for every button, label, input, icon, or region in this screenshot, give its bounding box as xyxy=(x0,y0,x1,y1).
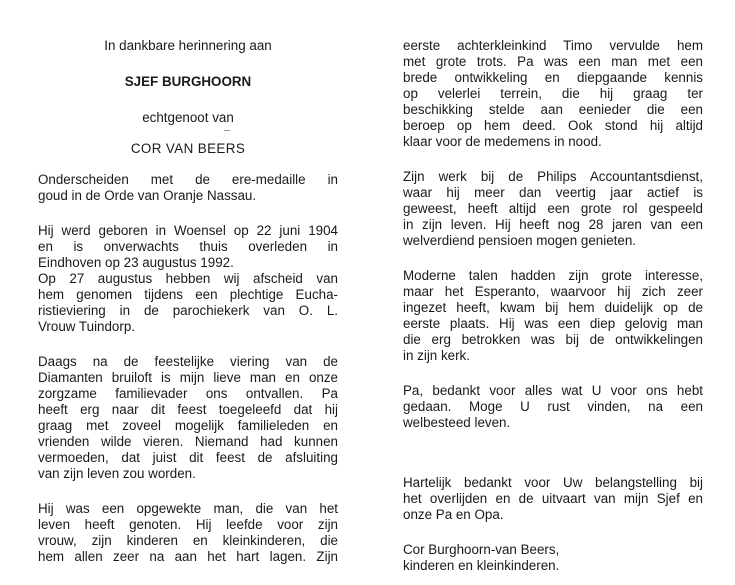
text-line: gedaan. Moge U rust vinden, na een xyxy=(403,399,703,414)
text-line: leven heeft genoten. Hij leefde voor zijn xyxy=(38,517,338,532)
text-line: brede ontwikkeling en diepgaande kennis xyxy=(403,70,703,85)
text-line: en is onverwachts thuis overleden in xyxy=(38,239,338,254)
text-line: eerste plaats. Hij was een diep gelovig man xyxy=(403,316,703,331)
text-line: eerste achterkleinkind Timo vervulde hem xyxy=(403,38,703,53)
text-line: ingezet heeft, kwam bij hem duidelijk op de xyxy=(403,300,703,315)
text-line: Onderscheiden met de ere-medaille in xyxy=(38,172,338,187)
intro-line: In dankbare herinnering aan xyxy=(104,38,272,53)
signature-line: kinderen en kleinkinderen. xyxy=(403,558,560,573)
text-line: waar hij meer dan veertig jaar actief is xyxy=(403,185,703,200)
text-line: zorgzame familievader ons ontvallen. Pa xyxy=(38,386,338,401)
text-line: klaar voor de medemens in nood. xyxy=(403,134,602,149)
text-line: Moderne talen hadden zijn grote interesse, xyxy=(403,268,703,283)
text-line: in zijn kerk. xyxy=(403,348,470,363)
text-line: Hij werd geboren in Woensel op 22 juni 1904 xyxy=(38,223,338,238)
text-line: Diamanten bruiloft is mijn lieve man en onze xyxy=(38,370,338,385)
text-line: Eindhoven op 23 augustus 1992. xyxy=(38,255,234,270)
relation-line: echtgenoot van xyxy=(142,110,234,125)
text-line: Daags na de feestelijke viering van de xyxy=(38,354,338,369)
text-line: het overlijden en de uitvaart van mijn Sjef en xyxy=(403,491,703,506)
text-line: van zijn leven zou worden. xyxy=(38,466,196,481)
text-line: goud in de Orde van Oranje Nassau. xyxy=(38,188,257,203)
text-line: in zijn leven. Hij heeft nog 28 jaren van een xyxy=(403,217,703,232)
text-line: geweest, heeft altijd een grote rol gespeeld xyxy=(403,201,703,216)
text-line: Zijn werk bij de Philips Accountantsdienst, xyxy=(403,169,703,184)
text-line: vermoeden, dat juist dit feest de afsluiting xyxy=(38,450,338,465)
text-line: hem allen zeer na aan het hart lagen. Zijn xyxy=(38,549,338,564)
text-line: graag met zoveel mogelijk familieleden en xyxy=(38,418,338,433)
text-line: vrienden wilde vieren. Niemand had kunnen xyxy=(38,434,338,449)
text-line: heeft erg naar dit feest toegeleefd dat hij xyxy=(38,402,338,417)
text-line: Hartelijk bedankt voor Uw belangstelling bij xyxy=(403,475,703,490)
spouse-name: COR VAN BEERS xyxy=(130,141,246,156)
text-line: ristieviering in de parochiekerk van O. L. xyxy=(38,303,338,318)
text-line: op velerlei terrein, die hij graag ter xyxy=(403,86,703,101)
text-line: hem genomen tijdens een plechtige Eucha- xyxy=(38,287,338,302)
text-line: Hij was een opgewekte man, die van het xyxy=(38,501,338,516)
text-line: Pa, bedankt voor alles wat U voor ons hebt xyxy=(403,383,703,398)
text-line: Vrouw Tuindorp. xyxy=(38,319,136,334)
small-dash-mark xyxy=(224,130,230,131)
text-line: vrouw, zijn kinderen en kleinkinderen, die xyxy=(38,533,338,548)
text-line: beschikking stelde aan eenieder die een xyxy=(403,102,703,117)
text-line: welverdiend pensioen mogen genieten. xyxy=(403,233,637,248)
deceased-name: SJEF BURGHOORN xyxy=(124,74,252,89)
text-line: Op 27 augustus hebben wij afscheid van xyxy=(38,271,338,286)
text-line: beroep op hem deed. Ook stond hij altijd xyxy=(403,118,703,133)
text-line: met grote trots. Pa was een man met een xyxy=(403,54,703,69)
text-line: welbesteed leven. xyxy=(403,415,511,430)
text-line: maar het Esperanto, waarvoor hij zich zeer xyxy=(403,284,703,299)
text-line: onze Pa en Opa. xyxy=(403,507,504,522)
text-line: die erg betrokken was bij de ontwikkelingen xyxy=(403,332,703,347)
signature-line: Cor Burghoorn-van Beers, xyxy=(403,542,560,557)
